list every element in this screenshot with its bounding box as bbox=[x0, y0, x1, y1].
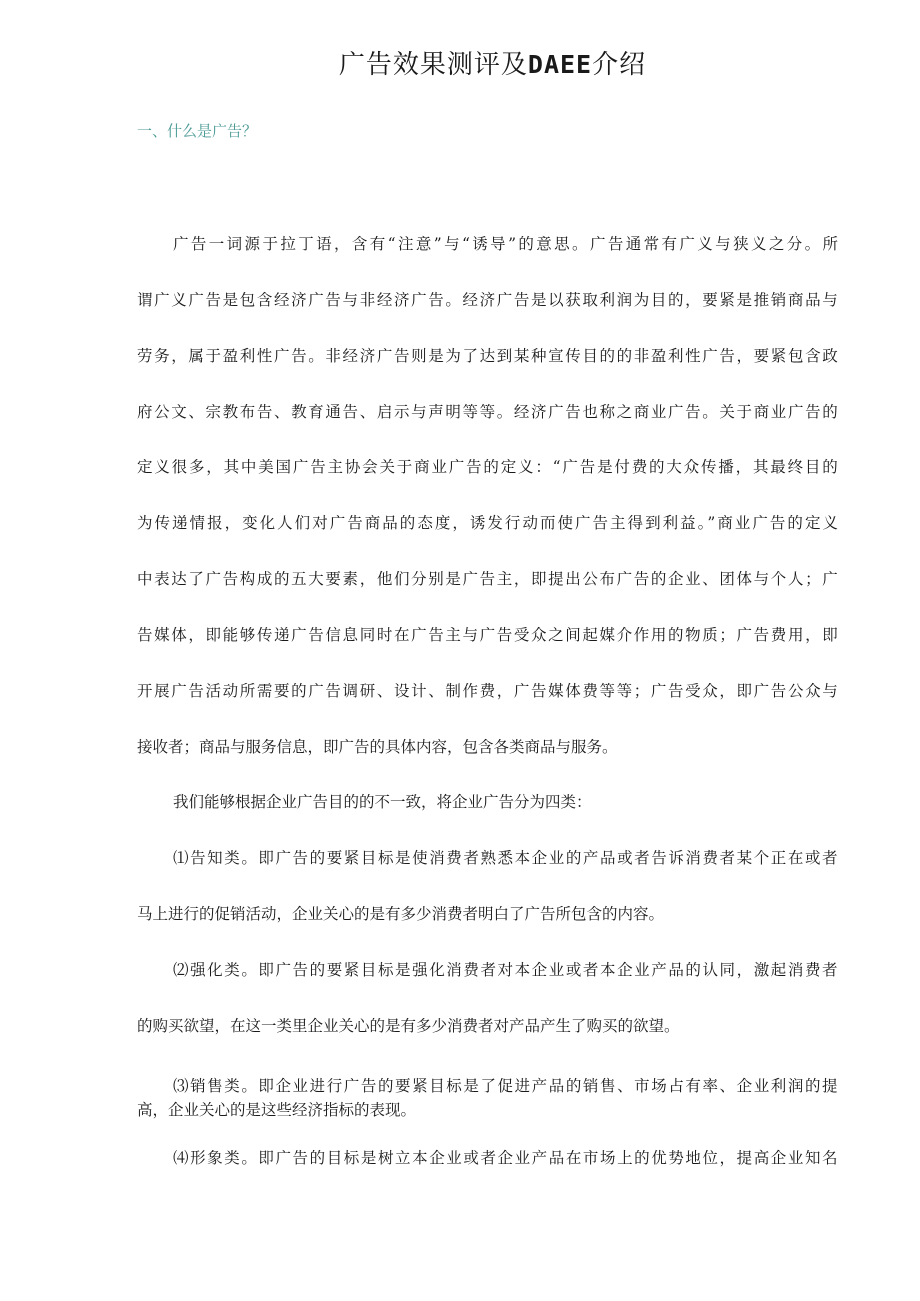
list-item-line: 马上进行的促销活动，企业关心的是有多少消费者明白了广告所包含的内容。 bbox=[137, 905, 665, 923]
paragraph-line: 谓广义广告是包含经济广告与非经济广告。经济广告是以获取利润为目的，要紧是推销商品与 bbox=[137, 291, 840, 309]
paragraph-line: 为传递情报，变化人们对广告商品的态度，诱发行动而使广告主得到利益。”商业广告的定义 bbox=[137, 514, 840, 532]
paragraph-line: 开展广告活动所需要的广告调研、设计、制作费，广告媒体费等等；广告受众，即广告公众与 bbox=[137, 682, 840, 700]
title-suffix: 介绍 bbox=[592, 50, 647, 80]
list-item-line: 高，企业关心的是这些经济指标的表现。 bbox=[137, 1101, 417, 1119]
list-item-line: ⑶销售类。即企业进行广告的要紧目标是了促进产品的销售、市场占有率、企业利润的提 bbox=[173, 1077, 840, 1095]
paragraph-line: 府公文、宗教布告、教育通告、启示与声明等等。经济广告也称之商业广告。关于商业广告的 bbox=[137, 403, 840, 421]
list-item-line: ⑵强化类。即广告的要紧目标是强化消费者对本企业或者本企业产品的认同，激起消费者 bbox=[173, 961, 840, 979]
section-heading: 一、什么是广告？ bbox=[137, 122, 258, 140]
list-item-line: 的购买欲望，在这一类里企业关心的是有多少消费者对产品产生了购买的欲望。 bbox=[137, 1017, 680, 1035]
list-item-line: ⑷形象类。即广告的目标是树立本企业或者企业产品在市场上的优势地位，提高企业知名 bbox=[173, 1149, 840, 1167]
title-latin: DAEE bbox=[527, 50, 593, 79]
paragraph-line: 定义很多，其中美国广告主协会关于商业广告的定义：“广告是付费的大众传播，其最终目的 bbox=[137, 458, 840, 476]
paragraph-line: 广告一词源于拉丁语，含有“注意”与“诱导”的意思。广告通常有广义与狭义之分。所 bbox=[173, 235, 841, 253]
paragraph-line: 告媒体，即能够传递广告信息同时在广告主与广告受众之间起媒介作用的物质；广告费用，即 bbox=[137, 626, 840, 644]
paragraph-line: 劳务，属于盈利性广告。非经济广告则是为了达到某种宣传目的的非盈利性广告，要紧包含政 bbox=[137, 347, 840, 365]
paragraph-line: 中表达了广告构成的五大要素，他们分别是广告主，即提出公布广告的企业、团体与个人；广 bbox=[137, 570, 840, 588]
document-title bbox=[0, 44, 920, 81]
paragraph-line: 接收者；商品与服务信息，即广告的具体内容，包含各类商品与服务。 bbox=[137, 738, 618, 756]
paragraph-line: 我们能够根据企业广告目的的不一致，将企业广告分为四类： bbox=[173, 793, 592, 811]
title-prefix: 广告效果测评及 bbox=[338, 50, 528, 80]
list-item-line: ⑴告知类。即广告的要紧目标是使消费者熟悉本企业的产品或者告诉消费者某个正在或者 bbox=[173, 849, 840, 867]
